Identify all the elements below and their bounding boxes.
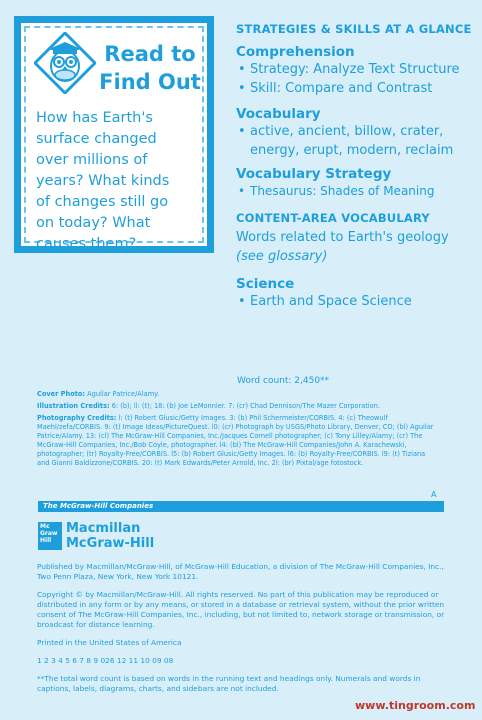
owl-icon <box>34 32 96 94</box>
question-line: surface changed <box>36 131 157 147</box>
word-count-footnote: **The total word count is based on words in the running text and headings only. Numerals and words in captions, labels, diagrams, charts, and sidebars are not included. <box>37 674 421 693</box>
content-area-heading: CONTENT-AREA VOCABULARY <box>236 211 430 225</box>
standards-item: • Earth and Space Science <box>236 292 472 311</box>
comprehension-heading: Comprehension <box>236 44 355 60</box>
read-to-find-out-title <box>96 40 204 96</box>
illustration-credit <box>37 402 437 411</box>
cover-credit <box>37 390 437 399</box>
strategies-heading: STRATEGIES & SKILLS AT A GLANCE <box>236 22 472 36</box>
question-line: How has Earth's <box>36 110 153 126</box>
read-to-find-out-inner <box>24 26 204 252</box>
published-by: Published by Macmillan/McGraw-Hill, of McGraw-Hill Education, a division of The McGraw-Hill Companies, Inc., Two Penn Plaza, New York, New York 10121. <box>37 562 444 581</box>
printed-in: Printed in the United States of America <box>37 638 182 647</box>
logo-line: Hill <box>40 537 52 544</box>
page-letter: A <box>431 490 437 499</box>
content-area-line-2: (see glossary) <box>236 249 328 264</box>
mcgraw-hill-bar: The McGraw-Hill Companies <box>38 501 444 512</box>
logo-line: Graw <box>40 530 58 537</box>
guiding-question <box>36 108 206 255</box>
mcgraw-hill-logo <box>38 522 62 550</box>
photo-credit-label: Photography Credits: <box>37 414 117 422</box>
standards-subheading: Science <box>236 276 295 292</box>
vocabulary-words-line-1: • active, ancient, billow, crater, <box>236 122 472 141</box>
comprehension-item: • Strategy: Analyze Text Structure <box>236 60 472 79</box>
publisher-name-line-1: Macmillan <box>66 521 141 536</box>
photo-credit <box>37 414 437 468</box>
question-line: years? What kinds <box>36 173 170 189</box>
publisher-name-line-2: McGraw-Hill <box>66 536 155 551</box>
logo-line: Mc <box>40 523 50 530</box>
illustration-credit-text: 6: (b); ll: (t); 18: (b) Joe LeMonnier. 7: (cr) Chad Dennison/The Mazer Corporation. <box>111 402 380 410</box>
vocab-strategy-item: • Thesaurus: Shades of Meaning <box>236 182 472 201</box>
vocabulary-heading: Vocabulary <box>236 106 321 122</box>
title-line-2: Find Out <box>99 70 201 94</box>
cover-credit-label: Cover Photo: <box>37 390 86 398</box>
read-to-find-out-box <box>14 16 214 253</box>
question-line: causes them? <box>36 236 137 252</box>
vocab-strategy-heading: Vocabulary Strategy <box>236 166 392 182</box>
illustration-credit-label: Illustration Credits: <box>37 402 110 410</box>
copyright: Copyright © by Macmillan/McGraw-Hill. All rights reserved. No part of this publication may be reproduced or distributed in any form or by any means, or stored in a database or retrieval system, without the prior written consent of The McGraw-Hill Companies, Inc., including, but not limited to, network storage or transmission, or broadcast for distance learning. <box>37 590 445 629</box>
content-area-line-1: Words related to Earth's geology <box>236 230 449 245</box>
question-line: of changes still go <box>36 194 169 210</box>
publisher-name <box>66 521 154 551</box>
watermark: www.tingroom.com <box>355 699 476 712</box>
strategies-panel <box>236 22 472 311</box>
question-line: on today? What <box>36 215 151 231</box>
word-count: Word count: 2,450** <box>237 376 330 386</box>
comprehension-item: • Skill: Compare and Contrast <box>236 79 472 98</box>
question-line: over millions of <box>36 152 148 168</box>
credits-section <box>37 390 437 471</box>
title-line-1: Read to <box>104 42 196 66</box>
print-numbers: 1 2 3 4 5 6 7 8 9 026 12 11 10 09 08 <box>37 656 174 665</box>
photo-credit-text: l: (t) Robert Glusic/Getty Images. 3: (b) Phil Schermeister/CORBIS. 4: (c) Theowulf Maehl/zefa/CORBIS. 9: (t) Image Ideas/PictureQuest. l0: (cr) Photograph by USGS/Photo Library, Denver, CO; (bl) Aguilar Patrice/Alamy. 13: (cl) The McGraw-Hill Companies, Inc./Jacques Cornell photographer; (c) Tony Lilley/Alamy; (cr) The McGraw-Hill Companies, Inc./Bob Coyle, photographer. l4: (bl) The McGraw-Hill Companies/John A. Karachewski, photographer; (tr) Royalty-Free/CORBIS. l5: (b) Robert Glusic/Getty Images. l6: (b) Royalty-Free/CORBIS. l9: (t) Tiziana and Gianni Baldizzone/CORBIS. 20: (t) Mark Edwards/Peter Arnold, Inc. 2l: (br) Pixtal/age fotostock. <box>37 414 434 467</box>
vocabulary-words-line-2: energy, erupt, modern, reclaim <box>250 143 454 158</box>
legal-section <box>37 562 447 702</box>
cover-credit-text: Aguilar Patrice/Alamy. <box>87 390 160 398</box>
